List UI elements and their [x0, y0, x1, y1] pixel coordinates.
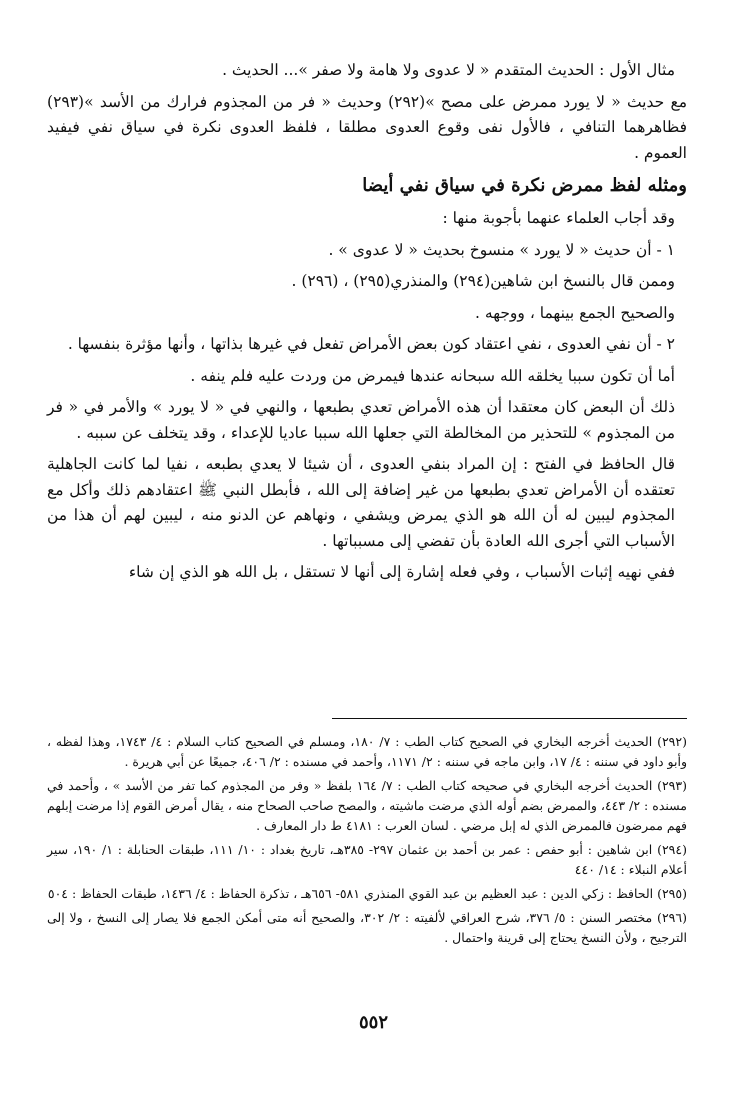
- paragraph-1: مثال الأول : الحديث المتقدم « لا عدوى ولا هامة ولا صفر »... الحديث .: [222, 61, 675, 79]
- paragraph-8: أما أن تكون سببا يخلقه الله سبحانه عندها فيمرض من وردت عليه فلم ينفه .: [190, 366, 675, 385]
- paragraph-6: والصحيح الجمع بينهما ، ووجهه .: [475, 303, 675, 322]
- paragraph-2: مع حديث « لا يورد ممرض على مصح »(٢٩٢) وحديث « فر من المجذوم فرارك من الأسد »(٢٩٣) فظاهرهما التنافي ، فالأول نفى وقوع العدوى مطلقا ، فلفظ العدوى نكرة في سياق نفي فيفيد العموم .: [47, 92, 687, 162]
- paragraph-9: ذلك أن البعض كان معتقدا أن هذه الأمراض تعدي بطبعها ، والنهي في « لا يورد » والأمر في « فر من المجذوم » للتحذير من المخالطة التي جعلها الله سببا عاديا للإعداء ، وقد يتخلف عن سببه .: [47, 398, 675, 442]
- paragraph-7: ٢ - أن نفي العدوى ، نفي اعتقاد كون بعض الأمراض تفعل في غيرها بذاتها ، وأنها مؤثرة بنفسها .: [67, 335, 675, 353]
- paragraph-10: قال الحافظ في الفتح : إن المراد بنفي العدوى ، أن شيئا لا يعدي بطبعه ، نفيا لما كانت الجاهلية تعتقده أن الأمراض تعدي بطبعها من غير إضافة إلى الله ، فأبطل النبي ﷺ اعتقادهم ذلك وأكل مع المجذوم ليبين له أن الله هو الذي يمرض ويشفي ، ونهاهم عن الدنو منه ، ليبين لهم أن هذا من الأسباب التي أجرى الله العادة بأن تفضي إلى مسبباتها .: [47, 455, 675, 550]
- paragraph-11: ففي نهيه إثبات الأسباب ، وفي فعله إشارة إلى أنها لا تستقل ، بل الله هو الذي إن شاء: [128, 563, 675, 581]
- footnote-295: (٢٩٥) الحافظ : زكي الدين : عبد العظيم بن عبد القوي المنذري ٥٨١- ٦٥٦هـ ، تذكرة الحفاظ : ٤/ ١٤٣٦، طبقات الحفاظ : ٥٠٤: [47, 886, 687, 901]
- main-text: [47, 58, 687, 592]
- paragraph-4: ١ - أن حديث « لا يورد » منسوخ بحديث « لا عدوى » .: [328, 240, 675, 259]
- paragraph-3: وقد أجاب العلماء عنهما بأجوبة منها :: [442, 209, 675, 227]
- paragraph-5: وممن قال بالنسخ ابن شاهين(٢٩٤) والمنذري(٢٩٥) ، (٢٩٦) .: [291, 272, 675, 290]
- page-number: ٥٥٢: [358, 1012, 388, 1033]
- footnote-divider: [332, 718, 687, 719]
- footnote-293: (٢٩٣) الحديث أخرجه البخاري في صحيحه كتاب الطب : ٧/ ١٦٤ بلفظ « وفر من المجذوم كما تفر من الأسد » ، وأحمد في مسنده : ٢/ ٤٤٣، والممرض بضم أوله الذي مرضت ماشيته ، والمصح صاحب الصحاح منه ، يقال أمرض القوم إذا مرضت إبلهم فهم ممرضون فالممرض الذي له إبل مرضي . لسان العرب : ٤١٨١ ط دار المعارف .: [47, 778, 688, 833]
- footnotes: [47, 732, 687, 952]
- footnote-292: (٢٩٢) الحديث أخرجه البخاري في الصحيح كتاب الطب : ٧/ ١٨٠، ومسلم في الصحيح كتاب السلام : ٤/ ١٧٤٣، وهذا لفظه ، وأبو داود في سننه : ٤/ ١٧، وابن ماجه في سننه : ٢/ ١١٧١، وأحمد في مسنده : ٢/ ٤٠٦، جميعًا عن أبي هريرة .: [47, 734, 687, 769]
- section-heading: ومثله لفظ ممرض نكرة في سياق نفي أيضا: [362, 175, 687, 196]
- footnote-294: (٢٩٤) ابن شاهين : أبو حفص : عمر بن أحمد بن عثمان ٢٩٧- ٣٨٥هـ، تاريخ بغداد : ١٠/ ١١١، طبقات الحنابلة : ١/ ١٩٠، سير أعلام النبلاء : ١٤/ ٤٤٠: [47, 842, 687, 877]
- footnote-296: (٢٩٦) مختصر السنن : ٥/ ٣٧٦، شرح العراقي لألفيته : ٢/ ٣٠٢، والصحيح أنه متى أمكن الجمع فلا يصار إلى النسخ ، ولا إلى الترجيح ، ولأن النسخ يحتاج إلى قرينة واحتمال .: [47, 910, 687, 945]
